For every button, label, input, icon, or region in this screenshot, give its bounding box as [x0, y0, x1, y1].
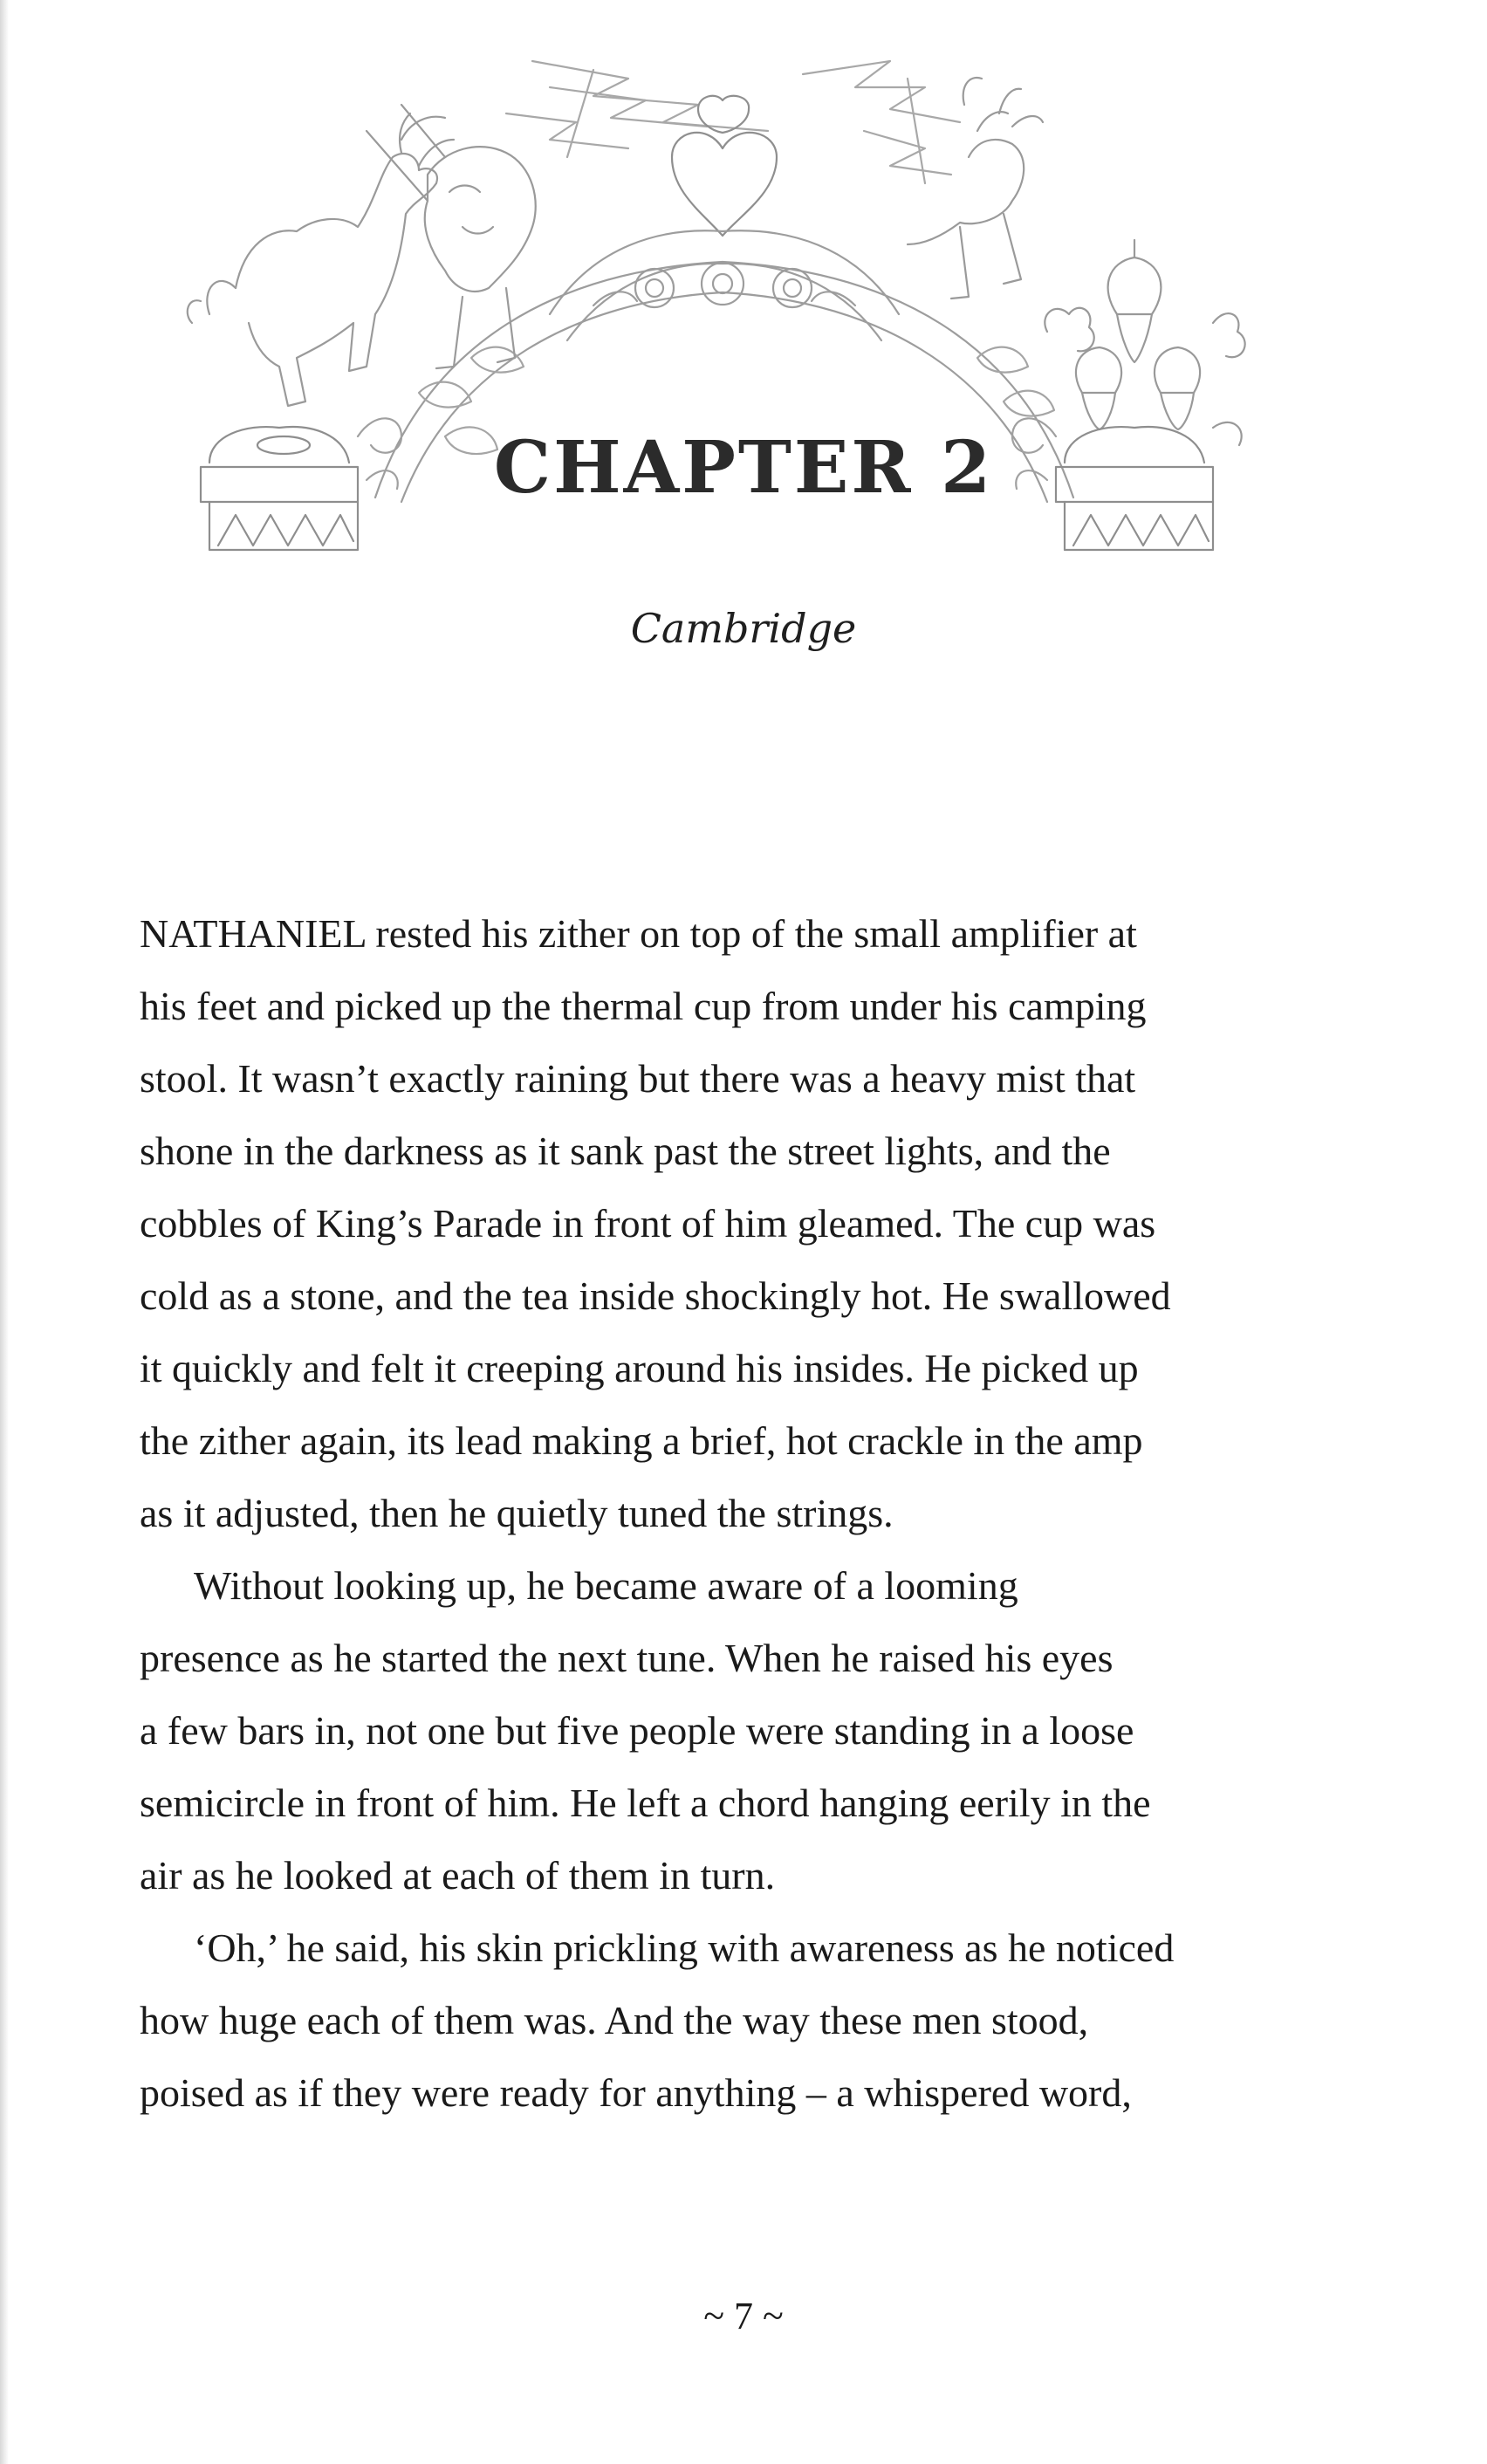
text-line: a few bars in, not one but five people were standing in a loose	[140, 1708, 1134, 1753]
text-line: cold as a stone, and the tea inside shockingly hot. He swallowed	[140, 1273, 1171, 1318]
text-line: semicircle in front of him. He left a chord hanging eerily in the	[140, 1781, 1151, 1825]
text-line: shone in the darkness as it sank past the street lights, and the	[140, 1129, 1111, 1173]
text-line: NATHANIEL rested his zither on top of the small amplifier at	[140, 911, 1137, 956]
body-text	[140, 897, 1309, 2129]
paragraph	[140, 897, 1309, 1549]
page-gutter-shadow	[0, 0, 9, 2464]
text-line: how huge each of them was. And the way these men stood,	[140, 1998, 1089, 2042]
bull-icon	[188, 113, 454, 406]
page-number: ~ 7 ~	[703, 2295, 784, 2337]
lion-icon	[367, 105, 536, 368]
acorn-icon	[1045, 240, 1244, 445]
text-line: his feet and picked up the thermal cup from under his camping	[140, 984, 1147, 1028]
lightning-bolt-icon	[506, 61, 960, 183]
text-line: presence as he started the next tune. When he raised his eyes	[140, 1636, 1114, 1680]
paragraph	[140, 1911, 1309, 2129]
text-line: poised as if they were ready for anything – a whispered word,	[140, 2070, 1132, 2115]
text-line: as it adjusted, then he quietly tuned the strings.	[140, 1491, 894, 1535]
text-line: Without looking up, he became aware of a looming	[194, 1563, 1018, 1608]
stag-icon	[908, 78, 1043, 299]
chapter-subtitle: Cambridge	[630, 605, 857, 652]
text-line: air as he looked at each of them in turn.	[140, 1853, 776, 1898]
heart-shield-icon	[672, 96, 777, 236]
text-line: stool. It wasn’t exactly raining but there was a heavy mist that	[140, 1056, 1136, 1101]
text-line: the zither again, its lead making a brief, hot crackle in the amp	[140, 1418, 1143, 1463]
text-line: it quickly and felt it creeping around his insides. He picked up	[140, 1346, 1139, 1390]
text-line: ‘Oh,’ he said, his skin prickling with awareness as he noticed	[194, 1925, 1175, 1970]
paragraph	[140, 1549, 1309, 1911]
text-line: cobbles of King’s Parade in front of him gleamed. The cup was	[140, 1201, 1156, 1246]
chapter-title: CHAPTER 2	[493, 426, 994, 510]
